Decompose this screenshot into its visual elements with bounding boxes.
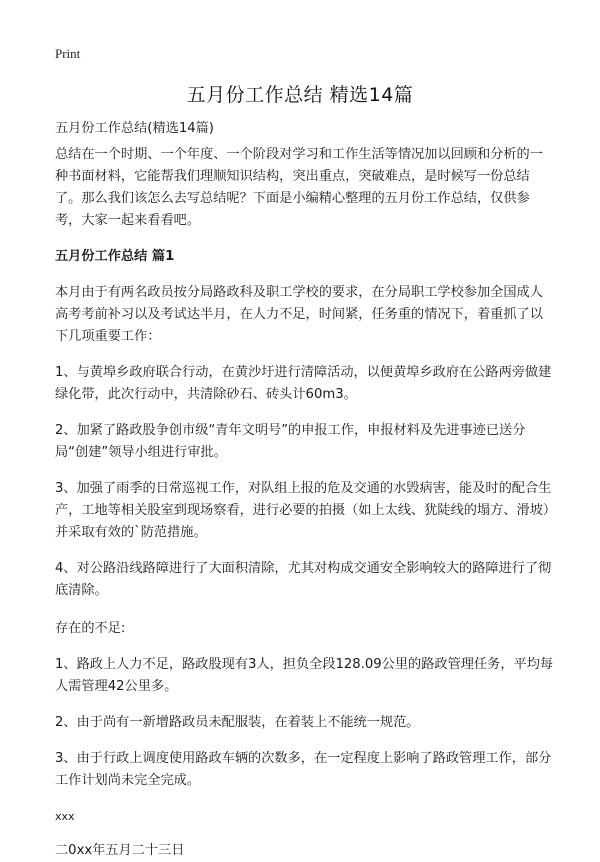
document-subtitle: 五月份工作总结(精选14篇) xyxy=(55,121,214,136)
shortcoming-item-3: 3、由于行政上调度使用路政车辆的次数多，在一定程度上影响了路政管理工作，部分工作计划尚未完全完成。 xyxy=(55,751,552,788)
intro-paragraph: 总结在一个时期、一个年度、一个阶段对学习和工作生活等情况加以回顾和分析的一种书面材料，它能帮我们理顺知识结构，突出重点，突破难点，是时候写一份总结了。那么我们该怎么去写总结呢？下面是小编精心整理的五月份工作总结，仅供参考，大家一起来看看吧。 xyxy=(55,147,543,228)
work-item-4: 4、对公路沿线路障进行了大面积清除，尤其对构成交通安全影响较大的路障进行了彻底清除。 xyxy=(55,561,552,598)
body-intro-paragraph: 本月由于有两名政员按分局路政科及职工学校的要求，在分局职工学校参加全国成人高考考前补习以及考试达半月，在人力不足，时间紧，任务重的情况下，着重抓了以下几项重要工作： xyxy=(55,285,543,344)
work-item-2: 2、加紧了路政股争创市级“青年文明号”的申报工作，申报材料及先进事迹已送分局“创建”领导小组进行审批。 xyxy=(55,423,526,460)
work-item-1: 1、与黄埠乡政府联合行动，在黄沙圩进行清障活动，以便黄埠乡政府在公路两旁做建绿化带，此次行动中，共清除砂石、砖头计60m3。 xyxy=(55,365,552,402)
document-body xyxy=(55,118,556,862)
shortcomings-heading: 存在的不足: xyxy=(55,621,126,636)
print-link[interactable]: Print xyxy=(55,46,81,61)
section-heading: 五月份工作总结 篇1 xyxy=(55,249,175,264)
document-date: 二0xx年五月二十三日 xyxy=(55,843,185,858)
shortcoming-item-1: 1、路政上人力不足，路政股现有3人，担负全段128.09公里的路政管理任务，平均每人需管理42公里多。 xyxy=(55,657,554,694)
shortcoming-item-2: 2、由于尚有一新增路政员未配服装，在着装上不能统一规范。 xyxy=(55,715,420,730)
page-title: 五月份工作总结 精选14篇 xyxy=(186,84,414,106)
signature: xxx xyxy=(55,810,75,823)
work-item-3: 3、加强了雨季的日常巡视工作，对队组上报的危及交通的水毁病害，能及时的配合生产，工地等相关股室到现场察看，进行必要的拍摄（如上太线、犹陡线的塌方、滑坡）并采取有效的`防范措施。 xyxy=(55,481,552,540)
